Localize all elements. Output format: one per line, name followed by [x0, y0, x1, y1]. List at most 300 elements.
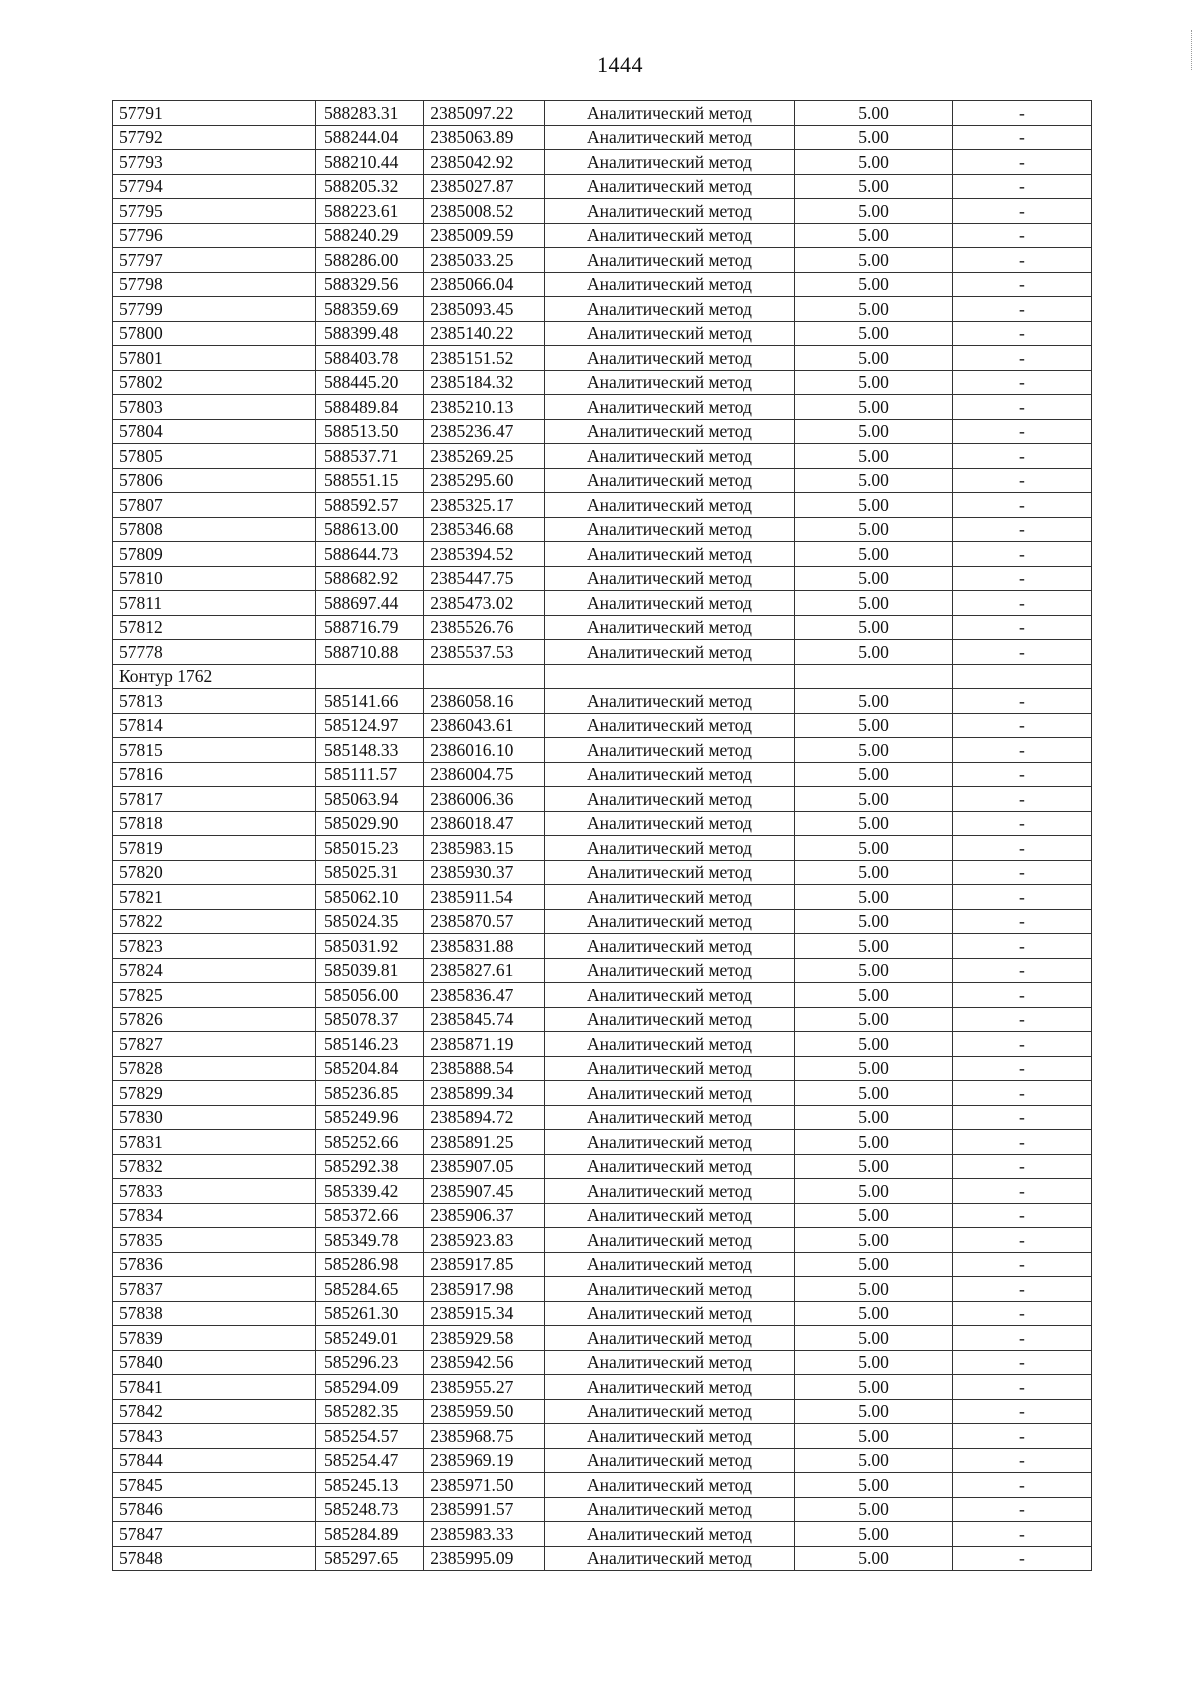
- y-coordinate-cell: 2385968.75: [424, 1424, 545, 1449]
- accuracy-cell: 5.00: [795, 1350, 953, 1375]
- point-id-cell: 57843: [113, 1424, 316, 1449]
- note-cell: -: [952, 983, 1091, 1008]
- x-coordinate-cell: 585029.90: [316, 811, 424, 836]
- accuracy-cell: 5.00: [795, 1522, 953, 1547]
- method-cell: Аналитический метод: [544, 787, 794, 812]
- y-coordinate-cell: 2386058.16: [424, 689, 545, 714]
- point-id-cell: 57841: [113, 1375, 316, 1400]
- x-coordinate-cell: 585025.31: [316, 860, 424, 885]
- y-coordinate-cell: 2385093.45: [424, 297, 545, 322]
- y-coordinate-cell: 2385097.22: [424, 101, 545, 126]
- method-cell: Аналитический метод: [544, 1228, 794, 1253]
- accuracy-cell: 5.00: [795, 370, 953, 395]
- method-cell: Аналитический метод: [544, 101, 794, 126]
- accuracy-cell: 5.00: [795, 1056, 953, 1081]
- method-cell: Аналитический метод: [544, 1179, 794, 1204]
- y-coordinate-cell: 2385907.05: [424, 1154, 545, 1179]
- method-cell: Аналитический метод: [544, 958, 794, 983]
- method-cell: Аналитический метод: [544, 1154, 794, 1179]
- note-cell: -: [952, 885, 1091, 910]
- point-id-cell: 57799: [113, 297, 316, 322]
- accuracy-cell: 5.00: [795, 713, 953, 738]
- note-cell: -: [952, 419, 1091, 444]
- empty-cell: [544, 664, 794, 689]
- note-cell: -: [952, 223, 1091, 248]
- table-row: [113, 909, 1092, 934]
- method-cell: Аналитический метод: [544, 909, 794, 934]
- y-coordinate-cell: 2385831.88: [424, 934, 545, 959]
- table-row: [113, 346, 1092, 371]
- y-coordinate-cell: 2385447.75: [424, 566, 545, 591]
- table-row: [113, 125, 1092, 150]
- x-coordinate-cell: 585284.89: [316, 1522, 424, 1547]
- y-coordinate-cell: 2385959.50: [424, 1399, 545, 1424]
- point-id-cell: 57813: [113, 689, 316, 714]
- accuracy-cell: 5.00: [795, 1326, 953, 1351]
- accuracy-cell: 5.00: [795, 101, 953, 126]
- y-coordinate-cell: 2385971.50: [424, 1473, 545, 1498]
- table-row: [113, 1399, 1092, 1424]
- note-cell: -: [952, 909, 1091, 934]
- note-cell: -: [952, 934, 1091, 959]
- method-cell: Аналитический метод: [544, 1448, 794, 1473]
- accuracy-cell: 5.00: [795, 1179, 953, 1204]
- coordinates-table-container: [112, 100, 1092, 1571]
- method-cell: Аналитический метод: [544, 1326, 794, 1351]
- empty-cell: [952, 664, 1091, 689]
- x-coordinate-cell: 585078.37: [316, 1007, 424, 1032]
- x-coordinate-cell: 588240.29: [316, 223, 424, 248]
- x-coordinate-cell: 585254.47: [316, 1448, 424, 1473]
- table-row: [113, 566, 1092, 591]
- method-cell: Аналитический метод: [544, 836, 794, 861]
- table-row: [113, 542, 1092, 567]
- x-coordinate-cell: 585204.84: [316, 1056, 424, 1081]
- note-cell: -: [952, 1179, 1091, 1204]
- note-cell: -: [952, 566, 1091, 591]
- point-id-cell: 57796: [113, 223, 316, 248]
- note-cell: -: [952, 493, 1091, 518]
- table-row: [113, 1497, 1092, 1522]
- point-id-cell: 57844: [113, 1448, 316, 1473]
- y-coordinate-cell: 2385870.57: [424, 909, 545, 934]
- point-id-cell: 57792: [113, 125, 316, 150]
- accuracy-cell: 5.00: [795, 223, 953, 248]
- method-cell: Аналитический метод: [544, 1522, 794, 1547]
- note-cell: -: [952, 689, 1091, 714]
- accuracy-cell: 5.00: [795, 1130, 953, 1155]
- point-id-cell: 57793: [113, 150, 316, 175]
- note-cell: -: [952, 615, 1091, 640]
- note-cell: -: [952, 836, 1091, 861]
- table-row: [113, 860, 1092, 885]
- method-cell: Аналитический метод: [544, 689, 794, 714]
- accuracy-cell: 5.00: [795, 1032, 953, 1057]
- x-coordinate-cell: 585124.97: [316, 713, 424, 738]
- method-cell: Аналитический метод: [544, 223, 794, 248]
- empty-cell: [795, 664, 953, 689]
- point-id-cell: 57808: [113, 517, 316, 542]
- method-cell: Аналитический метод: [544, 199, 794, 224]
- accuracy-cell: 5.00: [795, 1007, 953, 1032]
- note-cell: -: [952, 1301, 1091, 1326]
- method-cell: Аналитический метод: [544, 1424, 794, 1449]
- y-coordinate-cell: 2385888.54: [424, 1056, 545, 1081]
- method-cell: Аналитический метод: [544, 1473, 794, 1498]
- note-cell: -: [952, 395, 1091, 420]
- method-cell: Аналитический метод: [544, 885, 794, 910]
- note-cell: -: [952, 150, 1091, 175]
- x-coordinate-cell: 588399.48: [316, 321, 424, 346]
- accuracy-cell: 5.00: [795, 1154, 953, 1179]
- table-row: [113, 836, 1092, 861]
- method-cell: Аналитический метод: [544, 811, 794, 836]
- method-cell: Аналитический метод: [544, 1056, 794, 1081]
- note-cell: -: [952, 199, 1091, 224]
- table-row: [113, 958, 1092, 983]
- y-coordinate-cell: 2385063.89: [424, 125, 545, 150]
- empty-cell: [316, 664, 424, 689]
- x-coordinate-cell: 585249.01: [316, 1326, 424, 1351]
- x-coordinate-cell: 585252.66: [316, 1130, 424, 1155]
- point-id-cell: 57801: [113, 346, 316, 371]
- point-id-cell: 57829: [113, 1081, 316, 1106]
- note-cell: -: [952, 1081, 1091, 1106]
- y-coordinate-cell: 2385894.72: [424, 1105, 545, 1130]
- table-row: [113, 395, 1092, 420]
- accuracy-cell: 5.00: [795, 321, 953, 346]
- method-cell: Аналитический метод: [544, 468, 794, 493]
- y-coordinate-cell: 2385033.25: [424, 248, 545, 273]
- method-cell: Аналитический метод: [544, 493, 794, 518]
- contour-label: Контур 1762: [113, 664, 316, 689]
- point-id-cell: 57825: [113, 983, 316, 1008]
- point-id-cell: 57832: [113, 1154, 316, 1179]
- note-cell: -: [952, 248, 1091, 273]
- method-cell: Аналитический метод: [544, 934, 794, 959]
- y-coordinate-cell: 2385930.37: [424, 860, 545, 885]
- y-coordinate-cell: 2385009.59: [424, 223, 545, 248]
- method-cell: Аналитический метод: [544, 1277, 794, 1302]
- table-row: [113, 1448, 1092, 1473]
- y-coordinate-cell: 2386006.36: [424, 787, 545, 812]
- y-coordinate-cell: 2385983.33: [424, 1522, 545, 1547]
- accuracy-cell: 5.00: [795, 272, 953, 297]
- table-row: [113, 1056, 1092, 1081]
- method-cell: Аналитический метод: [544, 346, 794, 371]
- note-cell: -: [952, 1277, 1091, 1302]
- note-cell: -: [952, 1056, 1091, 1081]
- x-coordinate-cell: 588223.61: [316, 199, 424, 224]
- x-coordinate-cell: 588210.44: [316, 150, 424, 175]
- table-row: [113, 885, 1092, 910]
- y-coordinate-cell: 2385526.76: [424, 615, 545, 640]
- table-row: [113, 223, 1092, 248]
- accuracy-cell: 5.00: [795, 1546, 953, 1571]
- table-row: [113, 1375, 1092, 1400]
- y-coordinate-cell: 2385827.61: [424, 958, 545, 983]
- note-cell: -: [952, 517, 1091, 542]
- y-coordinate-cell: 2385955.27: [424, 1375, 545, 1400]
- point-id-cell: 57804: [113, 419, 316, 444]
- accuracy-cell: 5.00: [795, 689, 953, 714]
- accuracy-cell: 5.00: [795, 468, 953, 493]
- method-cell: Аналитический метод: [544, 321, 794, 346]
- point-id-cell: 57803: [113, 395, 316, 420]
- x-coordinate-cell: 588710.88: [316, 640, 424, 665]
- accuracy-cell: 5.00: [795, 811, 953, 836]
- point-id-cell: 57837: [113, 1277, 316, 1302]
- accuracy-cell: 5.00: [795, 248, 953, 273]
- x-coordinate-cell: 588682.92: [316, 566, 424, 591]
- point-id-cell: 57827: [113, 1032, 316, 1057]
- y-coordinate-cell: 2385917.85: [424, 1252, 545, 1277]
- table-row: [113, 1203, 1092, 1228]
- accuracy-cell: 5.00: [795, 346, 953, 371]
- method-cell: Аналитический метод: [544, 542, 794, 567]
- point-id-cell: 57842: [113, 1399, 316, 1424]
- table-row: [113, 934, 1092, 959]
- point-id-cell: 57810: [113, 566, 316, 591]
- table-row: [113, 444, 1092, 469]
- accuracy-cell: 5.00: [795, 787, 953, 812]
- y-coordinate-cell: 2385871.19: [424, 1032, 545, 1057]
- point-id-cell: 57817: [113, 787, 316, 812]
- accuracy-cell: 5.00: [795, 297, 953, 322]
- point-id-cell: 57831: [113, 1130, 316, 1155]
- accuracy-cell: 5.00: [795, 395, 953, 420]
- y-coordinate-cell: 2385991.57: [424, 1497, 545, 1522]
- y-coordinate-cell: 2385845.74: [424, 1007, 545, 1032]
- table-row: [113, 1546, 1092, 1571]
- note-cell: -: [952, 444, 1091, 469]
- x-coordinate-cell: 585286.98: [316, 1252, 424, 1277]
- point-id-cell: 57805: [113, 444, 316, 469]
- x-coordinate-cell: 585284.65: [316, 1277, 424, 1302]
- note-cell: -: [952, 1032, 1091, 1057]
- table-row: [113, 1154, 1092, 1179]
- y-coordinate-cell: 2385907.45: [424, 1179, 545, 1204]
- x-coordinate-cell: 585031.92: [316, 934, 424, 959]
- note-cell: -: [952, 1007, 1091, 1032]
- y-coordinate-cell: 2385295.60: [424, 468, 545, 493]
- x-coordinate-cell: 585296.23: [316, 1350, 424, 1375]
- method-cell: Аналитический метод: [544, 591, 794, 616]
- y-coordinate-cell: 2385140.22: [424, 321, 545, 346]
- note-cell: -: [952, 468, 1091, 493]
- point-id-cell: 57824: [113, 958, 316, 983]
- y-coordinate-cell: 2385346.68: [424, 517, 545, 542]
- y-coordinate-cell: 2385042.92: [424, 150, 545, 175]
- method-cell: Аналитический метод: [544, 615, 794, 640]
- method-cell: Аналитический метод: [544, 1301, 794, 1326]
- table-row: [113, 1179, 1092, 1204]
- note-cell: -: [952, 1228, 1091, 1253]
- table-row: [113, 1326, 1092, 1351]
- x-coordinate-cell: 585141.66: [316, 689, 424, 714]
- point-id-cell: 57830: [113, 1105, 316, 1130]
- table-row: [113, 811, 1092, 836]
- x-coordinate-cell: 588445.20: [316, 370, 424, 395]
- x-coordinate-cell: 585063.94: [316, 787, 424, 812]
- note-cell: -: [952, 1522, 1091, 1547]
- point-id-cell: 57823: [113, 934, 316, 959]
- accuracy-cell: 5.00: [795, 150, 953, 175]
- x-coordinate-cell: 585111.57: [316, 762, 424, 787]
- note-cell: -: [952, 713, 1091, 738]
- y-coordinate-cell: 2385210.13: [424, 395, 545, 420]
- x-coordinate-cell: 585297.65: [316, 1546, 424, 1571]
- table-row: [113, 1105, 1092, 1130]
- y-coordinate-cell: 2386018.47: [424, 811, 545, 836]
- table-row: [113, 713, 1092, 738]
- x-coordinate-cell: 588644.73: [316, 542, 424, 567]
- coordinates-table: [112, 100, 1092, 1571]
- table-row: [113, 640, 1092, 665]
- table-row: [113, 1081, 1092, 1106]
- y-coordinate-cell: 2385923.83: [424, 1228, 545, 1253]
- accuracy-cell: 5.00: [795, 419, 953, 444]
- table-row: [113, 493, 1092, 518]
- x-coordinate-cell: 585349.78: [316, 1228, 424, 1253]
- x-coordinate-cell: 585062.10: [316, 885, 424, 910]
- point-id-cell: 57811: [113, 591, 316, 616]
- y-coordinate-cell: 2385899.34: [424, 1081, 545, 1106]
- y-coordinate-cell: 2385151.52: [424, 346, 545, 371]
- point-id-cell: 57806: [113, 468, 316, 493]
- point-id-cell: 57778: [113, 640, 316, 665]
- method-cell: Аналитический метод: [544, 1497, 794, 1522]
- x-coordinate-cell: 585372.66: [316, 1203, 424, 1228]
- accuracy-cell: 5.00: [795, 174, 953, 199]
- point-id-cell: 57845: [113, 1473, 316, 1498]
- method-cell: Аналитический метод: [544, 1105, 794, 1130]
- note-cell: -: [952, 1546, 1091, 1571]
- point-id-cell: 57822: [113, 909, 316, 934]
- y-coordinate-cell: 2385027.87: [424, 174, 545, 199]
- note-cell: -: [952, 1399, 1091, 1424]
- note-cell: -: [952, 297, 1091, 322]
- x-coordinate-cell: 588592.57: [316, 493, 424, 518]
- point-id-cell: 57836: [113, 1252, 316, 1277]
- y-coordinate-cell: 2385911.54: [424, 885, 545, 910]
- note-cell: -: [952, 1375, 1091, 1400]
- x-coordinate-cell: 585249.96: [316, 1105, 424, 1130]
- accuracy-cell: 5.00: [795, 1424, 953, 1449]
- table-row: [113, 199, 1092, 224]
- table-row: [113, 150, 1092, 175]
- y-coordinate-cell: 2386043.61: [424, 713, 545, 738]
- accuracy-cell: 5.00: [795, 983, 953, 1008]
- accuracy-cell: 5.00: [795, 1473, 953, 1498]
- point-id-cell: 57821: [113, 885, 316, 910]
- method-cell: Аналитический метод: [544, 1399, 794, 1424]
- method-cell: Аналитический метод: [544, 370, 794, 395]
- accuracy-cell: 5.00: [795, 934, 953, 959]
- method-cell: Аналитический метод: [544, 150, 794, 175]
- accuracy-cell: 5.00: [795, 1277, 953, 1302]
- note-cell: -: [952, 1497, 1091, 1522]
- method-cell: Аналитический метод: [544, 860, 794, 885]
- table-row: [113, 1007, 1092, 1032]
- x-coordinate-cell: 588329.56: [316, 272, 424, 297]
- point-id-cell: 57797: [113, 248, 316, 273]
- point-id-cell: 57800: [113, 321, 316, 346]
- note-cell: -: [952, 1326, 1091, 1351]
- contour-header-row: [113, 664, 1092, 689]
- x-coordinate-cell: 585282.35: [316, 1399, 424, 1424]
- x-coordinate-cell: 585292.38: [316, 1154, 424, 1179]
- table-row: [113, 248, 1092, 273]
- x-coordinate-cell: 585261.30: [316, 1301, 424, 1326]
- point-id-cell: 57807: [113, 493, 316, 518]
- note-cell: -: [952, 591, 1091, 616]
- method-cell: Аналитический метод: [544, 1546, 794, 1571]
- method-cell: Аналитический метод: [544, 566, 794, 591]
- method-cell: Аналитический метод: [544, 272, 794, 297]
- method-cell: Аналитический метод: [544, 1007, 794, 1032]
- table-row: [113, 1350, 1092, 1375]
- x-coordinate-cell: 588359.69: [316, 297, 424, 322]
- method-cell: Аналитический метод: [544, 713, 794, 738]
- point-id-cell: 57798: [113, 272, 316, 297]
- y-coordinate-cell: 2385269.25: [424, 444, 545, 469]
- accuracy-cell: 5.00: [795, 444, 953, 469]
- x-coordinate-cell: 588244.04: [316, 125, 424, 150]
- note-cell: -: [952, 1154, 1091, 1179]
- page-number: 1444: [597, 52, 643, 77]
- y-coordinate-cell: 2385325.17: [424, 493, 545, 518]
- accuracy-cell: 5.00: [795, 493, 953, 518]
- table-row: [113, 370, 1092, 395]
- note-cell: -: [952, 125, 1091, 150]
- table-row: [113, 983, 1092, 1008]
- note-cell: -: [952, 272, 1091, 297]
- table-row: [113, 297, 1092, 322]
- x-coordinate-cell: 588403.78: [316, 346, 424, 371]
- y-coordinate-cell: 2385008.52: [424, 199, 545, 224]
- point-id-cell: 57816: [113, 762, 316, 787]
- method-cell: Аналитический метод: [544, 1032, 794, 1057]
- y-coordinate-cell: 2385236.47: [424, 419, 545, 444]
- point-id-cell: 57802: [113, 370, 316, 395]
- accuracy-cell: 5.00: [795, 762, 953, 787]
- table-row: [113, 321, 1092, 346]
- table-row: [113, 517, 1092, 542]
- point-id-cell: 57828: [113, 1056, 316, 1081]
- x-coordinate-cell: 585254.57: [316, 1424, 424, 1449]
- note-cell: -: [952, 860, 1091, 885]
- table-row: [113, 689, 1092, 714]
- table-row: [113, 1252, 1092, 1277]
- x-coordinate-cell: 585294.09: [316, 1375, 424, 1400]
- note-cell: -: [952, 811, 1091, 836]
- y-coordinate-cell: 2385537.53: [424, 640, 545, 665]
- table-row: [113, 1228, 1092, 1253]
- note-cell: -: [952, 1424, 1091, 1449]
- method-cell: Аналитический метод: [544, 297, 794, 322]
- accuracy-cell: 5.00: [795, 909, 953, 934]
- coordinates-table-body: [113, 101, 1092, 1571]
- x-coordinate-cell: 585236.85: [316, 1081, 424, 1106]
- note-cell: -: [952, 738, 1091, 763]
- table-row: [113, 419, 1092, 444]
- point-id-cell: 57795: [113, 199, 316, 224]
- method-cell: Аналитический метод: [544, 640, 794, 665]
- x-coordinate-cell: 588551.15: [316, 468, 424, 493]
- note-cell: -: [952, 101, 1091, 126]
- x-coordinate-cell: 585015.23: [316, 836, 424, 861]
